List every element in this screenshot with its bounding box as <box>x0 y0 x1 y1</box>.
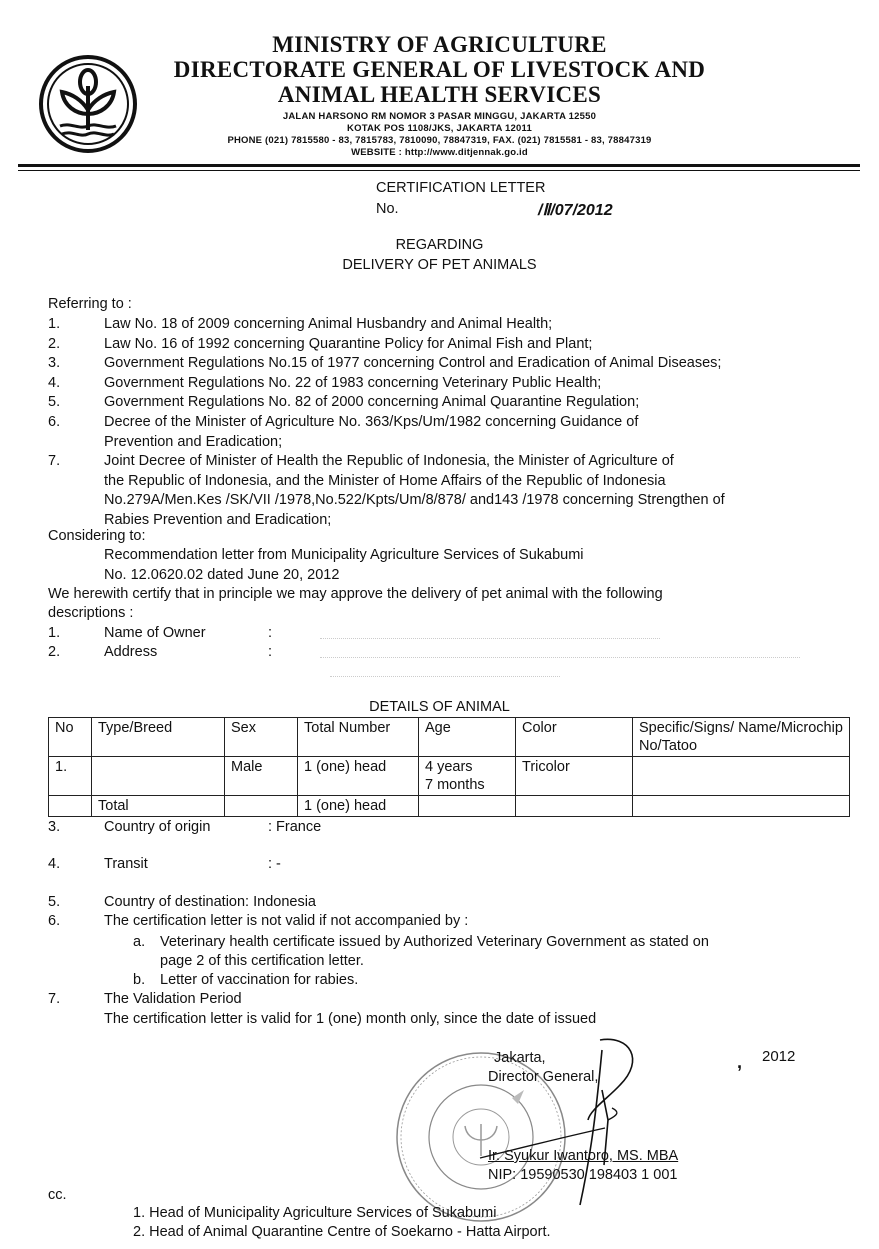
table-total-row <box>49 796 850 817</box>
signature-place: Jakarta, <box>494 1050 546 1066</box>
header-type-breed: Type/Breed <box>92 718 225 757</box>
total-empty-cell <box>419 796 516 817</box>
certify-statement-line2: descriptions : <box>48 605 134 621</box>
animal-details-table <box>48 717 850 817</box>
referring-item-text: Law No. 16 of 1992 concerning Quarantine Policy for Animal Fish and Plant; <box>104 335 593 352</box>
signatory-nip: NIP: 19590530 198403 1 001 <box>488 1167 678 1183</box>
referring-item-number: 2. <box>48 335 61 352</box>
header-no: No <box>49 718 92 757</box>
letter-number-label: No. <box>376 201 399 217</box>
referring-heading: Referring to : <box>48 296 132 312</box>
origin-value: : France <box>268 819 322 835</box>
signatory-title: Director General, <box>488 1069 599 1085</box>
cc-item-1: 1. Head of Municipality Agriculture Services of Sukabumi <box>133 1205 497 1221</box>
regarding-label: REGARDING <box>395 237 484 253</box>
period-text: The certification letter is valid for 1 (one) month only, since the date of issued <box>104 1011 597 1027</box>
origin-number: 3. <box>48 819 61 835</box>
header-rule-thick <box>18 164 860 167</box>
total-label: Total <box>92 796 225 817</box>
validity-number: 6. <box>48 913 61 929</box>
cell-total: 1 (one) head <box>298 757 419 796</box>
certify-statement: We herewith certify that in principle we may approve the delivery of pet animal with the following <box>48 586 663 602</box>
period-number: 7. <box>48 991 61 1007</box>
validity-a-mark: a. <box>133 934 146 950</box>
header-website: WEBSITE : http://www.ditjennak.go.id <box>351 147 528 158</box>
header-rule-thin <box>18 170 860 171</box>
cell-breed-redacted <box>92 757 225 796</box>
animal-table-title: DETAILS OF ANIMAL <box>369 699 510 715</box>
referring-item-text: Decree of the Minister of Agriculture No. 363/Kps/Um/1982 concerning Guidance of <box>104 414 639 430</box>
transit-value: : - <box>268 856 281 872</box>
letter-subject: DELIVERY OF PET ANIMALS <box>342 257 537 273</box>
address-separator: : <box>268 644 273 660</box>
cc-label: cc. <box>48 1187 67 1203</box>
owner-label: Name of Owner <box>104 625 206 641</box>
header-sex: Sex <box>225 718 298 757</box>
origin-label: Country of origin <box>104 819 211 835</box>
header-specific-signs: Specific/Signs/ Name/Microchip No/Tatoo <box>633 718 850 757</box>
directorate-name-line2: ANIMAL HEALTH SERVICES <box>277 82 602 107</box>
cell-sex: Male <box>225 757 298 796</box>
total-empty-cell <box>633 796 850 817</box>
ministry-name: MINISTRY OF AGRICULTURE <box>272 32 607 57</box>
header-address: JALAN HARSONO RM NOMOR 3 PASAR MINGGU, JAKARTA 12550 <box>282 111 597 122</box>
header-age: Age <box>419 718 516 757</box>
address-label: Address <box>104 644 158 660</box>
period-label: The Validation Period <box>104 991 242 1007</box>
referring-item-number: 4. <box>48 374 61 391</box>
referring-item-number: 5. <box>48 394 61 411</box>
referring-item-text: the Republic of Indonesia, and the Minister of Home Affairs of the Republic of Indonesia <box>104 472 666 489</box>
directorate-name: DIRECTORATE GENERAL OF LIVESTOCK AND <box>173 57 706 82</box>
total-empty-cell <box>225 796 298 817</box>
cell-age <box>419 757 516 796</box>
table-header-row <box>49 718 850 757</box>
date-separator: , <box>737 1052 743 1072</box>
referring-item-number: 6. <box>48 414 61 430</box>
owner-number: 1. <box>48 625 61 641</box>
cell-color: Tricolor <box>516 757 633 796</box>
referring-item-text: Law No. 18 of 2009 concerning Animal Husbandry and Animal Health; <box>104 316 553 332</box>
signatory-name: Ir. Syukur Iwantoro, MS. MBA <box>488 1148 679 1164</box>
destination-label: Country of destination: Indonesia <box>104 894 316 910</box>
address-redacted-line2 <box>330 668 560 677</box>
validity-b-mark: b. <box>133 972 146 988</box>
letter-number: /Ⅱ/07/2012 <box>538 202 613 219</box>
recommendation-number: No. 12.0620.02 dated June 20, 2012 <box>104 567 340 583</box>
referring-item-text: Rabies Prevention and Eradication; <box>104 512 332 528</box>
cc-item-2: 2. Head of Animal Quarantine Centre of Soekarno - Hatta Airport. <box>133 1224 551 1240</box>
validity-a-text: Veterinary health certificate issued by Authorized Veterinary Government as stated on <box>160 934 709 950</box>
address-redacted <box>320 649 800 658</box>
cell-no: 1. <box>49 757 92 796</box>
owner-separator: : <box>268 625 273 641</box>
destination-number: 5. <box>48 894 61 910</box>
referring-item-number: 1. <box>48 316 61 332</box>
cell-specific-redacted <box>633 757 850 796</box>
header-color: Color <box>516 718 633 757</box>
header-postbox: KOTAK POS 1108/JKS, JAKARTA 12011 <box>347 123 532 134</box>
total-empty-cell <box>516 796 633 817</box>
total-value: 1 (one) head <box>298 796 419 817</box>
header-phone: PHONE (021) 7815580 - 83, 7815783, 7810090, 78847319, FAX. (021) 7815581 - 83, 78847319 <box>227 135 652 146</box>
referring-item-text: Prevention and Eradication; <box>104 433 283 450</box>
referring-item-text: Government Regulations No.15 of 1977 concerning Control and Eradication of Animal Diseases; <box>104 355 722 372</box>
referring-item-text: Joint Decree of Minister of Health the Republic of Indonesia, the Minister of Agriculture of <box>104 453 674 470</box>
referring-item-number: 3. <box>48 355 61 372</box>
validity-text: The certification letter is not valid if not accompanied by : <box>104 913 469 929</box>
signature-year: 2012 <box>762 1048 796 1065</box>
letter-type: CERTIFICATION LETTER <box>376 180 546 196</box>
address-number: 2. <box>48 644 61 660</box>
referring-item-text: Government Regulations No. 22 of 1983 concerning Veterinary Public Health; <box>104 374 602 391</box>
referring-item-text: No.279A/Men.Kes /SK/VII /1978,No.522/Kpts/Um/8/878/ and143 /1978 concerning Strengthen of <box>104 492 725 509</box>
transit-number: 4. <box>48 856 61 872</box>
total-empty-cell <box>49 796 92 817</box>
table-row <box>49 757 850 796</box>
header-total-number: Total Number <box>298 718 419 757</box>
owner-name-redacted <box>320 630 660 639</box>
cell-age-months: 7 months <box>425 777 485 793</box>
referring-item-number: 7. <box>48 453 61 470</box>
considering-heading: Considering to: <box>48 528 146 544</box>
cell-age-years: 4 years <box>425 759 473 775</box>
recommendation-letter: Recommendation letter from Municipality Agriculture Services of Sukabumi <box>104 547 584 563</box>
validity-a-text-line2: page 2 of this certification letter. <box>160 953 364 969</box>
validity-b-text: Letter of vaccination for rabies. <box>160 972 359 988</box>
transit-label: Transit <box>104 856 148 872</box>
referring-item-text: Government Regulations No. 82 of 2000 concerning Animal Quarantine Regulation; <box>104 394 640 411</box>
